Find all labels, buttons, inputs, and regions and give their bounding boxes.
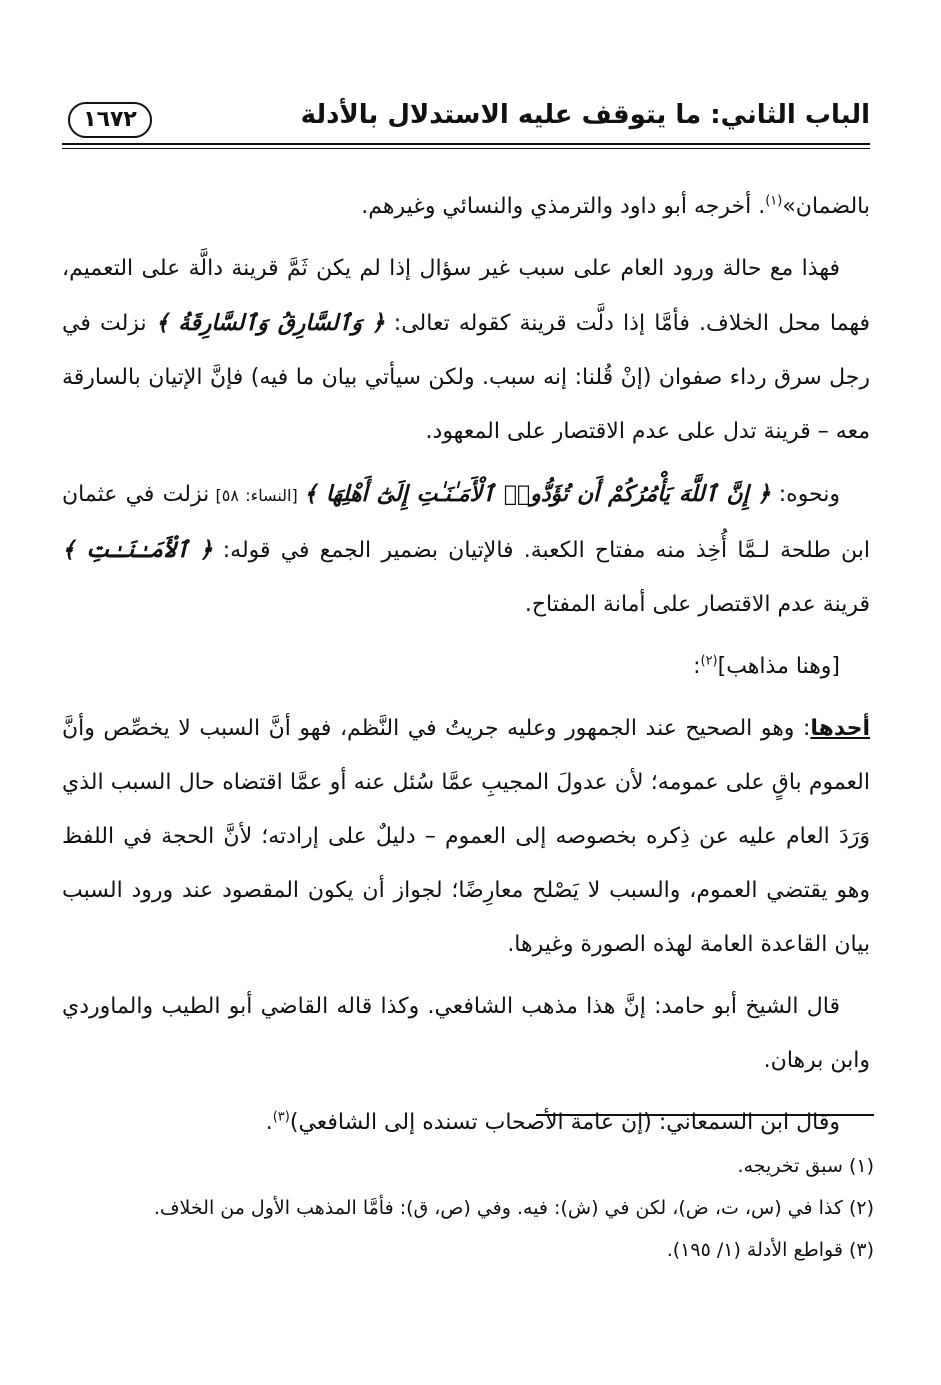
- header-rule: [62, 143, 870, 145]
- paragraph-3: [62, 467, 870, 632]
- paragraph-4-text-a: [وهنا مذاهب]: [717, 654, 840, 679]
- header-rule-secondary: [62, 148, 870, 149]
- footnote-separator: [536, 1114, 874, 1116]
- paragraph-1: [62, 180, 870, 234]
- footnote-ref-2: (٢): [700, 653, 718, 669]
- page-header: [62, 96, 870, 156]
- paragraph-6: [62, 980, 870, 1088]
- footnote-ref-1: (١): [765, 193, 783, 209]
- main-text: [62, 180, 870, 1158]
- paragraph-1-text-b: . أخرجه أبو داود والترمذي والنسائي وغيرهم.: [361, 194, 766, 219]
- quran-word-trusts: ﴿ ٱلْأَمَـٰنَـٰتِ ﴾: [62, 537, 213, 563]
- paragraph-2-text-a: فهذا مع حالة ورود العام على سبب غير سؤال إذا لم يكن ثَمَّ قرينة دالَّة على التعميم، فهما محل الخلاف. فأمَّا إذا دلَّت قرينة كقوله تعالى:: [62, 256, 870, 336]
- quran-reference: [النساء: ٥٨]: [209, 486, 305, 505]
- footnote-1: (١) سبق تخريجه.: [737, 1155, 874, 1177]
- paragraph-1-text-a: بالضمان»: [782, 194, 870, 219]
- footnotes: [62, 1145, 874, 1271]
- paragraph-2-text-b: نزلت في رجل سرق رداء صفوان (إنْ قُلنا: إنه سبب. ولكن سيأتي بيان ما فيه) فإنَّ الإتيان بالسارقة معه – قرينة تدل على عدم الاقتصار على المعهود.: [62, 311, 870, 444]
- running-title: الباب الثاني: ما يتوقف عليه الاستدلال بالأدلة: [300, 100, 870, 130]
- footnote-3: (٣) قواطع الأدلة (١/ ١٩٥).: [666, 1239, 874, 1261]
- paragraph-7-text-b: .: [265, 1110, 273, 1135]
- paragraph-5-text-a: : وهو الصحيح عند الجمهور وعليه جريتُ في النَّظم، فهو أنَّ السبب لا يخصِّص وأنَّ العموم باقٍ على عمومه؛ لأن عدولَ المجيبِ عمَّا سُئل عنه أو عمَّا اقتضاه حال السبب الذي وَرَدَ العام عليه عن ذِكره بخصوصه إلى العموم – دليلٌ على إرادته؛ لأنَّ الحجة في اللفظ وهو يقتضي العموم، والسبب لا يَصْلح معارِضًا؛ لجواز أن يكون المقصود عند ورود السبب بيان القاعدة العامة لهذه الصورة وغيرها.: [62, 716, 870, 957]
- paragraph-2: [62, 242, 870, 459]
- paragraph-3-text-c: قرينة عدم الاقتصار على أمانة المفتاح.: [524, 592, 870, 617]
- paragraph-3-text-b: نزلت في عثمان ابن طلحة لـمَّا أُخِذ منه مفتاح الكعبة. فالإتيان بضمير الجمع في قوله:: [62, 482, 871, 563]
- page-number: ١٦٧٢: [68, 102, 152, 138]
- paragraph-7: [62, 1096, 870, 1150]
- first-opinion-label: أحدها: [810, 716, 870, 741]
- paragraph-6-text-a: قال الشيخ أبو حامد: إنَّ هذا مذهب الشافعي. وكذا قاله القاضي أبو الطيب والماوردي وابن برهان.: [62, 994, 870, 1073]
- paragraph-4: [62, 640, 870, 694]
- quran-verse-trusts: ﴿ إِنَّ ٱللَّهَ يَأْمُرُكُمْ أَن تُؤَدُّوا۟ ٱلْأَمَـٰنَـٰتِ إِلَىٰٓ أَهْلِهَا ﴾: [304, 481, 771, 507]
- footnote-ref-3: (٣): [272, 1109, 290, 1125]
- paragraph-3-text-a: ونحوه:: [770, 482, 841, 507]
- paragraph-5: [62, 702, 870, 972]
- paragraph-7-text-a: وقال ابن السمعاني: (إن عامة الأصحاب تسنده إلى الشافعي): [289, 1110, 840, 1135]
- paragraph-4-text-b: :: [693, 654, 701, 679]
- quran-verse-thief: ﴿ وَٱلسَّارِقُ وَٱلسَّارِقَةُ ﴾: [155, 310, 385, 336]
- footnote-2: (٢) كذا في (س، ت، ض)، لكن في (ش): فيه. وفي (ص، ق): فأمَّا المذهب الأول من الخلاف.: [153, 1197, 874, 1219]
